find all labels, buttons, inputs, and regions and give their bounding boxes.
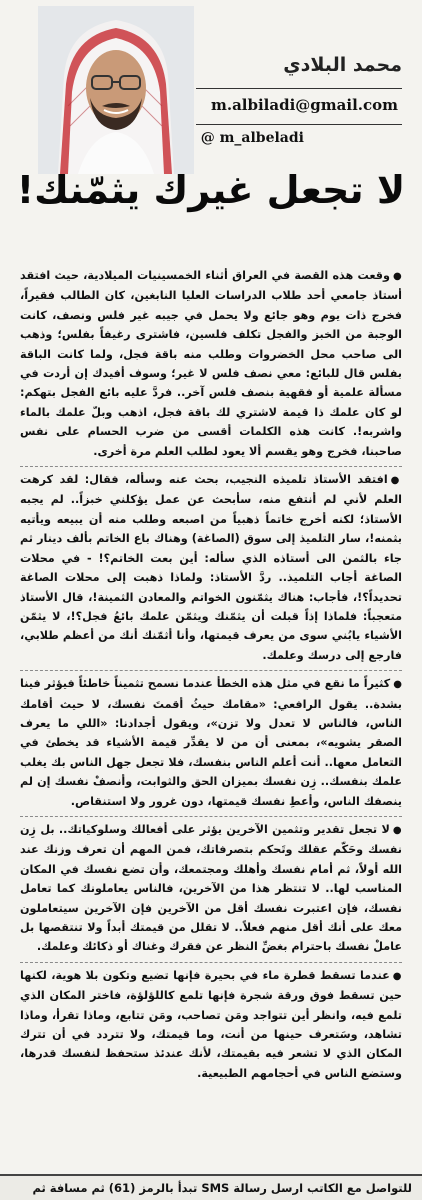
bullet-icon: ● xyxy=(392,271,402,282)
paragraph-text: افتقد الأستاذ تلميذه النجيب، بحث عنه وسأله، فقال: لقد كرهت العلم لأني لم أنتفع منه، سأبحث عن عمل يؤكلني خبزاً.. لم يجبه الأستاذ؛ لكنه أخرج خاتماً ذهبياً من اصبعه وطلب منه أن يبيعه ويأتيه بثمنه!، سار التلميذ إلى سوق (الصاغة) وهناك باع الخاتم بألف دينار ثم جاء بالثمن الى أستاذه الذي سأله: أين بعت الخاتم؟! - في محلات الصاغة أجاب التلميذ.. ردَّ الأستاذ: ولماذا ذهبت إلى محلات الصاغة تحديداً؟!، فأجاب: هناك يثمّنون الخواتم والمعادن الثمينة!، قال الأستاذ متعجباً: فلماذا إذاً قبلت أن يثمّنك ويثمّن علمك بائعُ فجل؟!، لا يثمّن الأشياء يابُني سوى من يعرف قيمتها، وأنا أثمّنك أنك من أعظم طلابي، فارجع إلى درسك وعلمك. xyxy=(20,473,402,662)
paragraph-text: كثيراً ما نقع في مثل هذه الخطأ عندما نسمح تثميناً خاطئاً فيؤثر فينا بشدة.. يقول الرافعي: «مقامك حيثُ أقمتَ نفسك، لا حيث أقامك الناس، فالناس لا تعدل ولا تزن»، ويقول أجدادنا: «اللي ما يعرف الصقر يشويه»، بمعنى أن من لا يقدِّر قيمة الأشياء قد يخطئ في التعامل معها.. أنت أعلم الناس بنفسك، فلا تجعل جهل الناس بك يغلب علمك بنفسك.. زِن نفسك بميزان الحق والثوابت، وأنصفْ نفسك إن لم ينصفك الناس، وأعطِ نفسك قيمتها، دون غرور ولا استنقاص. xyxy=(20,677,402,808)
email-divider xyxy=(196,124,402,125)
paragraph-text: عندما تسقط قطرة ماء في بحيرة فإنها تضيع وتكون بلا هوية، لكنها حين تسقط فوق ورقة شجرة فإنها تلمع كاللؤلؤة، فاختر المكان الذي تلمع فيه، وانظر أين تتواجد ومَن تصاحب، ومَن تتابع، وماذا تقرأ، وماذا تشاهد، وسَتعرف حينها من أنت، وما قيمتك، ولا تتردد في أن تترك المكان الذي لا تشعر فيه بقيمتك، لأنك عندئذ ستحفظ لنفسك قدرها، وستضع الناس في أحجامهم الطبيعية. xyxy=(20,968,402,1080)
bullet-icon: ● xyxy=(393,679,402,691)
article-paragraph xyxy=(20,962,402,1088)
contact-footer: للتواصل مع الكاتب ارسل رسالة SMS تبدأ بالرمز (61) ثم مسافة ثم xyxy=(0,1174,422,1200)
article-paragraph xyxy=(20,263,402,466)
author-portrait-image xyxy=(38,6,194,174)
author-divider xyxy=(196,88,402,89)
author-twitter-handle[interactable]: @ m_albeladi xyxy=(200,130,304,146)
bullet-icon: ● xyxy=(392,824,402,836)
article-body xyxy=(20,263,402,1166)
bullet-icon: ● xyxy=(392,970,402,982)
author-name: محمد البلادي xyxy=(283,54,402,76)
article-paragraph xyxy=(20,816,402,962)
article-title: لا تجعل غيرك يثمّنك! xyxy=(16,168,406,212)
article-paragraph xyxy=(20,466,402,670)
paragraph-text: وقعت هذه القصة في العراق أثناء الخمسينيات الميلادية، حيث افتقد أستاذ جامعي أحد طلاب الدراسات العليا النابغين، كان الطالب فقيراً، فخرج ذات يوم وهو جائع ولا يحمل في جيبه غير فلس ونصف، كانت الوجبة من الخبز والفجل تكلف فلسين، فاشترى رغيفاً بفلس؛ وذهب الى صاحب محل الخضروات وطلب منه باقة فجل، ولما كانت الباقة بفلس قال للبائع: معي نصف فلس لا غير؛ وسوف أفيدك إن أردت في مسألة علمية أو فقهية بنصف فلس آخر.. فردَّ عليه بائع الفجل بتهكم: لو كان علمك ذا قيمة لاشتري لك باقة فجل، اذهب وبلّ علمك بالماء واشربه!. كانت هذه الكلمات أقسى من ضرب الحسام على نفس صاحبنا، فخرج وهو يقسم ألا يعود لطلب العلم مرة أخرى. xyxy=(20,269,402,458)
author-email[interactable]: m.albiladi@gmail.com xyxy=(210,96,398,114)
bullet-icon: ● xyxy=(390,475,403,487)
article-paragraph xyxy=(20,670,402,816)
paragraph-text: لا تجعل تقدير وتثمين الآخرين يؤثر على أفعالك وسلوكياتك.. بل زِن نفسك وحَكّم عقلك وتَحكم بتصرفاتك، فمن المهم أن تعرف وزنك عند الله أولاً، ثم أمام نفسك وأهلك ومجتمعك، وأن تضع نفسك في المكان المناسب لها.. لا تنتظر هذا من الآخرين، فالناس يعاملونك كما تعامل نفسك، فإن اعتبرت نفسك أقل من الآخرين فإن الآخرين سيتعاملون معك على أنك أقل منهم فعلاً.. لا تقلل من قيمتك أبداً ولا تنتقصها بل عاملْ نفسك باحترام بغضِّ النظر عن فقرك وغناك أو ذكائك وعلمك. xyxy=(20,822,402,954)
author-photo xyxy=(38,6,194,174)
